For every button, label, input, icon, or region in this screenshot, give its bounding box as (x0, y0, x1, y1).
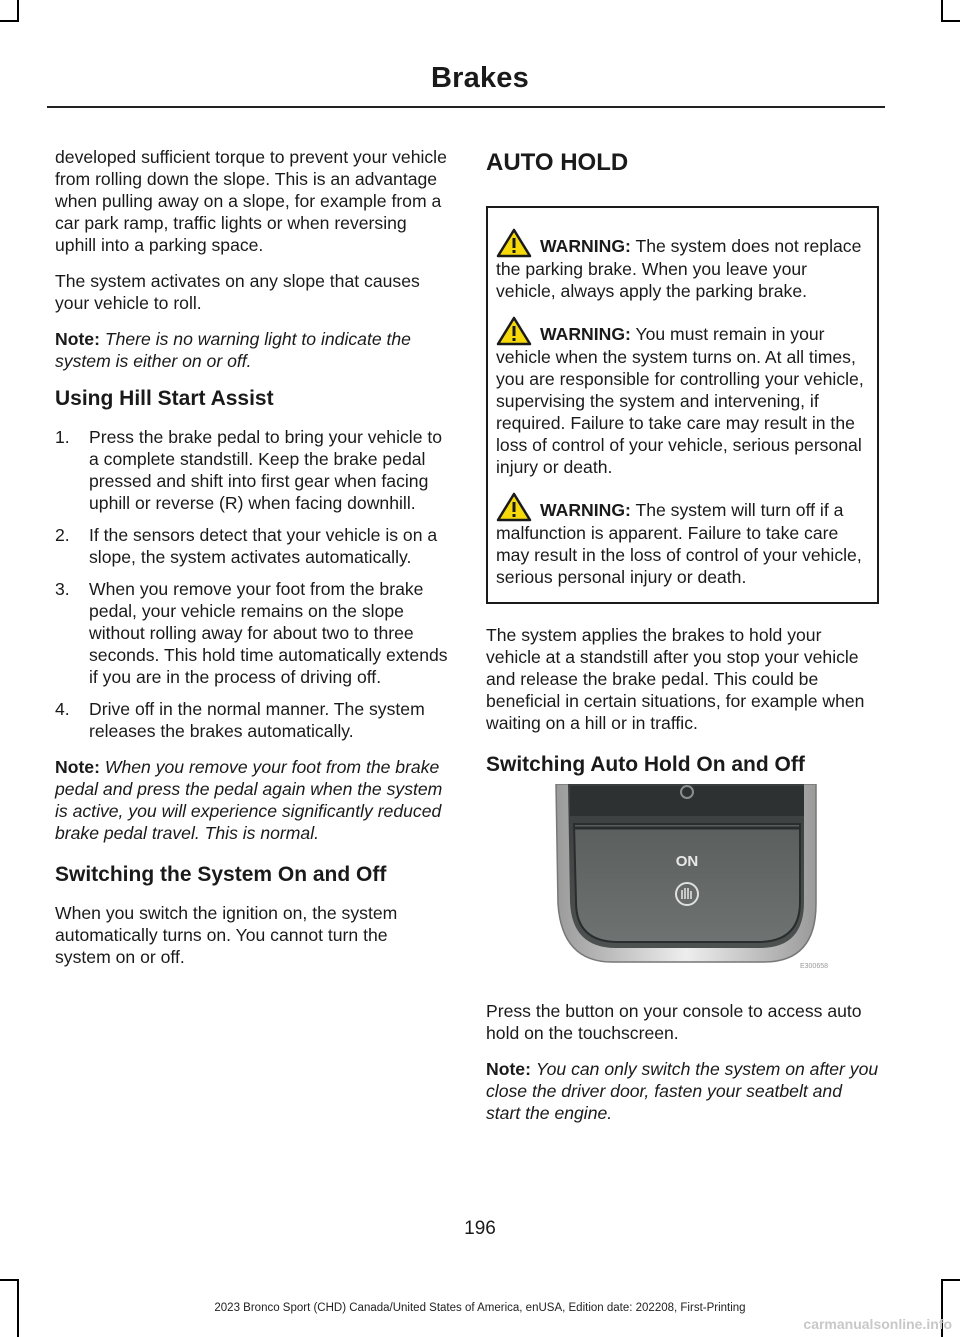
note-text: There is no warning light to indicate the system is either on or off. (55, 329, 411, 371)
page-title: Brakes (431, 62, 529, 94)
paragraph: Press the button on your console to access auto hold on the touchscreen. (486, 1001, 862, 1043)
crop-mark (17, 0, 19, 22)
chapter-heading: AUTO HOLD (486, 149, 629, 176)
warning-text: The system does not replace the parking brake. When you leave your vehicle, always apply the parking brake. (496, 236, 862, 301)
crop-mark (941, 1279, 960, 1281)
list-item (55, 524, 448, 568)
right-column (486, 146, 879, 1138)
warning (496, 316, 869, 478)
crop-mark (941, 20, 960, 22)
paragraph: The system activates on any slope that causes your vehicle to roll. (55, 271, 420, 313)
warning-triangle-icon (494, 316, 540, 346)
warning-triangle-icon (494, 492, 540, 522)
left-column (55, 146, 448, 982)
list-item (55, 426, 448, 514)
note (55, 756, 448, 844)
console-button-illustration (516, 784, 834, 974)
warning (496, 228, 869, 302)
step-number: 2. (55, 525, 70, 545)
note-label: Note: (486, 1059, 531, 1079)
warning-text: You must remain in your vehicle when the system turns on. At all times, you are responsible for controlling your vehicle, supervising the system and intervening, if required. Failure to take care may result in the loss of control of your vehicle, serious personal injury or death. (496, 324, 864, 477)
note (486, 1058, 879, 1124)
warning-label: WARNING: (540, 324, 631, 344)
step-number: 4. (55, 699, 70, 719)
step-text: Drive off in the normal manner. The system releases the brakes automatically. (89, 699, 425, 741)
note-label: Note: (55, 757, 100, 777)
section-heading: Switching the System On and Off (55, 863, 387, 886)
note-text: You can only switch the system on after you close the driver door, fasten your seatbelt and start the engine. (486, 1059, 879, 1123)
paragraph: The system applies the brakes to hold your vehicle at a standstill after you stop your vehicle and release the brake pedal. This could be beneficial in certain situations, for example when waiting on a hill or in traffic. (486, 625, 865, 733)
watermark: carmanualsonline.info (803, 1316, 952, 1332)
note-label: Note: (55, 329, 100, 349)
warning-box (486, 206, 879, 604)
figure-code: E300658 (799, 963, 828, 970)
note-text: When you remove your foot from the brake pedal and press the pedal again when the system is active, you will experience significantly reduced brake pedal travel. This is normal. (55, 757, 443, 843)
page-number: 196 (464, 1218, 496, 1239)
warning (496, 492, 869, 588)
note (55, 328, 448, 372)
step-text: When you remove your foot from the brake pedal, your vehicle remains on the slope without rolling away for about two to three seconds. This hold time automatically extends if you are in the process of driving off. (89, 579, 448, 687)
step-number: 1. (55, 427, 70, 447)
step-number: 3. (55, 579, 70, 599)
warning-text: The system will turn off if a malfunction is apparent. Failure to take care may result in the loss of control of your vehicle, serious personal injury or death. (496, 500, 862, 587)
paragraph: developed sufficient torque to prevent your vehicle from rolling down the slope. This is an advantage when pulling away on a slope, for example from a car park ramp, traffic lights or when reversing uphill into a parking space. (55, 147, 447, 255)
warning-label: WARNING: (540, 500, 631, 520)
paragraph: When you switch the ignition on, the system automatically turns on. You cannot turn the system on or off. (55, 903, 398, 967)
crop-mark (0, 20, 19, 22)
crop-mark (0, 1279, 19, 1281)
list-item (55, 578, 448, 688)
on-label: ON (675, 853, 699, 870)
section-heading: Switching Auto Hold On and Off (486, 753, 805, 776)
console-image (516, 784, 834, 974)
warning-triangle-icon (494, 228, 540, 258)
section-heading: Using Hill Start Assist (55, 387, 274, 410)
warning-label: WARNING: (540, 236, 631, 256)
header-divider (47, 106, 885, 108)
step-text: If the sensors detect that your vehicle is on a slope, the system activates automatically. (89, 525, 438, 567)
list-item (55, 698, 448, 742)
crop-mark (941, 0, 943, 22)
footer-edition-info: 2023 Bronco Sport (CHD) Canada/United States of America, enUSA, Edition date: 202208, First-Printing (214, 1302, 746, 1314)
step-text: Press the brake pedal to bring your vehicle to a complete standstill. Keep the brake pedal pressed and shift into first gear when facing uphill or reverse (R) when facing downhill. (89, 427, 443, 513)
steps-list (55, 426, 448, 742)
